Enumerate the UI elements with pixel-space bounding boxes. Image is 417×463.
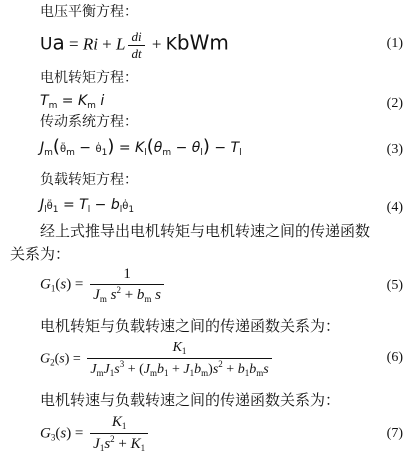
- paragraph-2: 电机转矩与负载转速之间的传递函数关系为：: [40, 317, 341, 335]
- equation-6: $G_2(s)$ = $\frac{K_1}{J_mJ_1s^3 + (J_mb_1 + J_1b_m)s^2 + b_1b_ms}$: [40, 340, 275, 379]
- heading-motor-torque: 电机转矩方程：: [40, 70, 138, 86]
- equation-number-2: (2): [386, 96, 403, 111]
- paragraph-1-line-b: 关系为：: [10, 245, 71, 263]
- paragraph-3: 电机转速与负载转速之间的传递函数关系为：: [40, 391, 341, 409]
- paragraph-1-line-a: 经上式推导出电机转矩与电机转速之间的传递函数: [40, 222, 371, 240]
- equation-number-5: (5): [386, 278, 403, 293]
- equation-7: $G_3(s)$ = $\frac{K_1}{J_1s^2 + K_1}$: [40, 414, 151, 454]
- equation-number-1: (1): [386, 36, 403, 51]
- heading-load-torque: 负载转矩方程：: [40, 172, 138, 188]
- equation-number-4: (4): [386, 200, 403, 215]
- equation-5: $G_1(s)$ = $\frac{1}{J_m s^2 + b_m s}$: [40, 266, 167, 304]
- equation-number-3: (3): [386, 142, 403, 157]
- heading-voltage-balance: 电压平衡方程：: [40, 4, 138, 20]
- equation-2: $T_m = K_m$ i: [40, 93, 105, 111]
- equation-3: $J_m(\thetä_m$ − $\thetȧ_1) = K_l(\theta_m - \theta_l) - T_l$: [40, 136, 242, 158]
- equation-1: Ua = Ri + L $\frac{di}{dt}$ + KbWm: [40, 29, 229, 62]
- equation-4: $J_l\thetä_1 = T_l$ − $b_l\thetȧ_1$: [40, 197, 135, 215]
- equation-number-7: (7): [386, 426, 403, 441]
- heading-transmission: 传动系统方程：: [40, 114, 138, 130]
- equation-number-6: (6): [386, 350, 403, 365]
